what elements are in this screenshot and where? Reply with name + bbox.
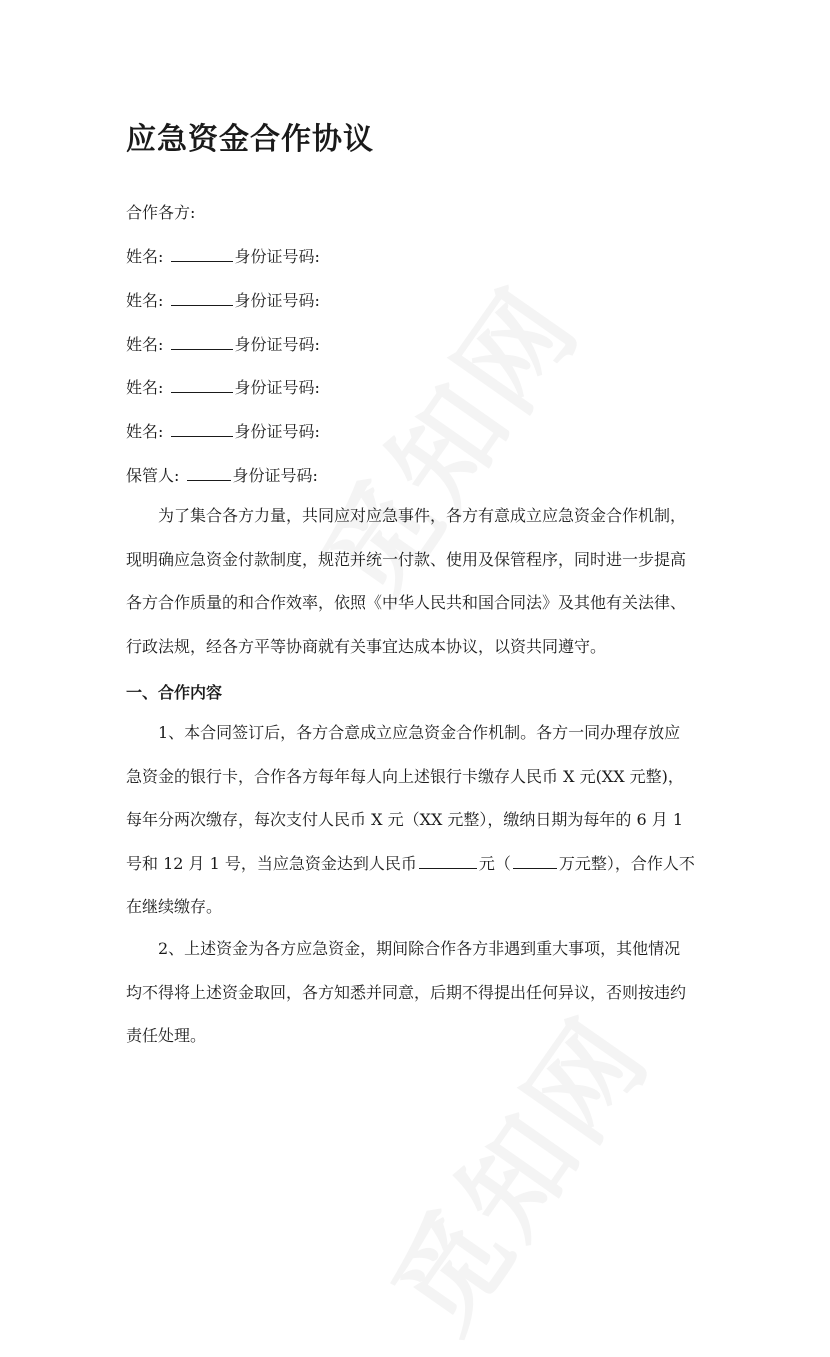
paragraph-line: 为了集合各方力量，共同应对应急事件，各方有意成立应急资金合作机制， [158, 506, 687, 525]
intro-paragraph [126, 494, 710, 668]
parties-label: 合作各方: [126, 203, 196, 222]
paragraph-line: 2、上述资金为各方应急资金，期间除合作各方非遇到重大事项，其他情况 [158, 939, 681, 958]
id-label: 身份证号码: [234, 291, 320, 310]
amount-blank [419, 854, 477, 869]
party-role-label: 姓名: [126, 378, 164, 397]
clause-text: 号和 12 月 1 号，当应急资金达到人民币 [126, 853, 417, 873]
amount-words-blank [513, 854, 557, 869]
name-blank [171, 422, 233, 437]
name-blank [171, 291, 233, 306]
party-row [126, 419, 320, 442]
clause-text: 元（ [478, 853, 511, 873]
custodian-role-label: 保管人: [126, 466, 180, 485]
party-role-label: 姓名: [126, 247, 164, 266]
document-title: 应急资金合作协议 [126, 122, 374, 157]
id-label: 身份证号码: [234, 247, 320, 266]
paragraph-line: 各方合作质量的和合作效率，依照《中华人民共和国合同法》及其他有关法律、 [126, 593, 687, 612]
section-heading: 一、合作内容 [126, 683, 223, 702]
party-role-label: 姓名: [126, 291, 164, 310]
paragraph-line: 1、本合同签订后，各方合意成立应急资金合作机制。各方一同办理存放应 [158, 723, 681, 742]
party-role-label: 姓名: [126, 422, 164, 441]
id-label: 身份证号码: [234, 422, 320, 441]
name-blank [171, 378, 233, 393]
paragraph-line: 急资金的银行卡，合作各方每年每人向上述银行卡缴存人民币 X 元(XX 元整)， [126, 766, 684, 786]
party-row [126, 375, 320, 398]
paragraph-line: 现明确应急资金付款制度，规范并统一付款、使用及保管程序，同时进一步提高 [126, 549, 687, 569]
clause-1 [126, 711, 710, 929]
name-blank [171, 247, 233, 262]
party-row [126, 288, 320, 311]
paragraph-line: 在继续缴存。 [126, 897, 223, 916]
party-row [126, 332, 320, 355]
clause-2 [126, 927, 710, 1058]
paragraph-line: 每年分两次缴存，每次支付人民币 X 元（XX 元整），缴纳日期为每年的 6 月 1 [126, 810, 684, 829]
clause-text: 万元整），合作人不 [558, 853, 695, 873]
id-label: 身份证号码: [232, 466, 318, 485]
id-label: 身份证号码: [234, 378, 320, 397]
paragraph-line: 责任处理。 [126, 1026, 207, 1045]
party-row [126, 244, 320, 267]
name-blank [171, 335, 233, 350]
custodian-row [126, 463, 318, 486]
id-label: 身份证号码: [234, 335, 320, 354]
paragraph-line [126, 842, 710, 886]
party-role-label: 姓名: [126, 335, 164, 354]
paragraph-line: 行政法规，经各方平等协商就有关事宜达成本协议，以资共同遵守。 [126, 636, 607, 656]
custodian-name-blank [187, 466, 231, 481]
paragraph-line: 均不得将上述资金取回，各方知悉并同意，后期不得提出任何异议，否则按违约 [126, 982, 687, 1002]
